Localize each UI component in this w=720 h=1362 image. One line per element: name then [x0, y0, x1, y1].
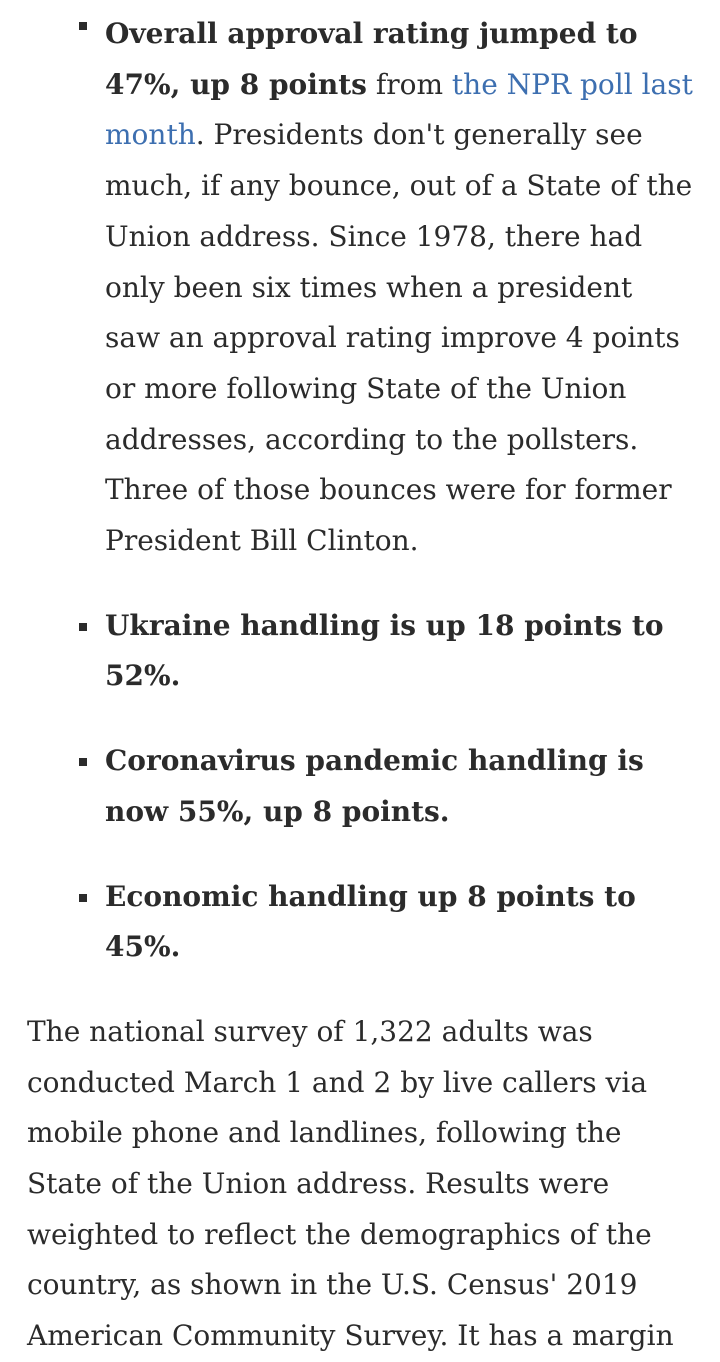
- npr-poll-link[interactable]: the NPR poll last month: [105, 67, 693, 152]
- bullet-square-icon: [79, 894, 87, 902]
- list-item-ukraine: [105, 601, 695, 702]
- finding-detail: . Presidents don't generally see much, if any bounce, out of a State of the Union address. Since 1978, there had only been six times when a president saw an approval rating improve 4 points or more following State of the Union addresses, according to the pollsters. Three of those bounces were for former President Bill Clinton.: [105, 118, 693, 558]
- bold-finding: Economic handling up 8 points to 45%.: [105, 879, 636, 964]
- bullet-square-icon: [79, 623, 87, 631]
- bold-finding: Ukraine handling is up 18 points to 52%.: [105, 608, 664, 693]
- survey-methodology-paragraph: The national survey of 1,322 adults was conducted March 1 and 2 by live callers via mobile phone and landlines, following the State of the Union address. Results were weighted to reflect the demographics of the country, as shown in the U.S. Census' 2019 American Community Survey. It has a margin: [27, 1014, 674, 1353]
- connector-text: from: [366, 67, 452, 101]
- list-item-economic: [105, 872, 695, 973]
- bullet-square-icon: [79, 758, 87, 766]
- list-item-overall-approval: [105, 0, 695, 567]
- bold-finding: Overall approval rating jumped to 47%, up 8 points: [105, 17, 638, 101]
- list-item-coronavirus: [105, 736, 695, 837]
- bold-finding: Coronavirus pandemic handling is now 55%, up 8 points.: [105, 744, 644, 828]
- bullet-square-icon: [79, 22, 87, 30]
